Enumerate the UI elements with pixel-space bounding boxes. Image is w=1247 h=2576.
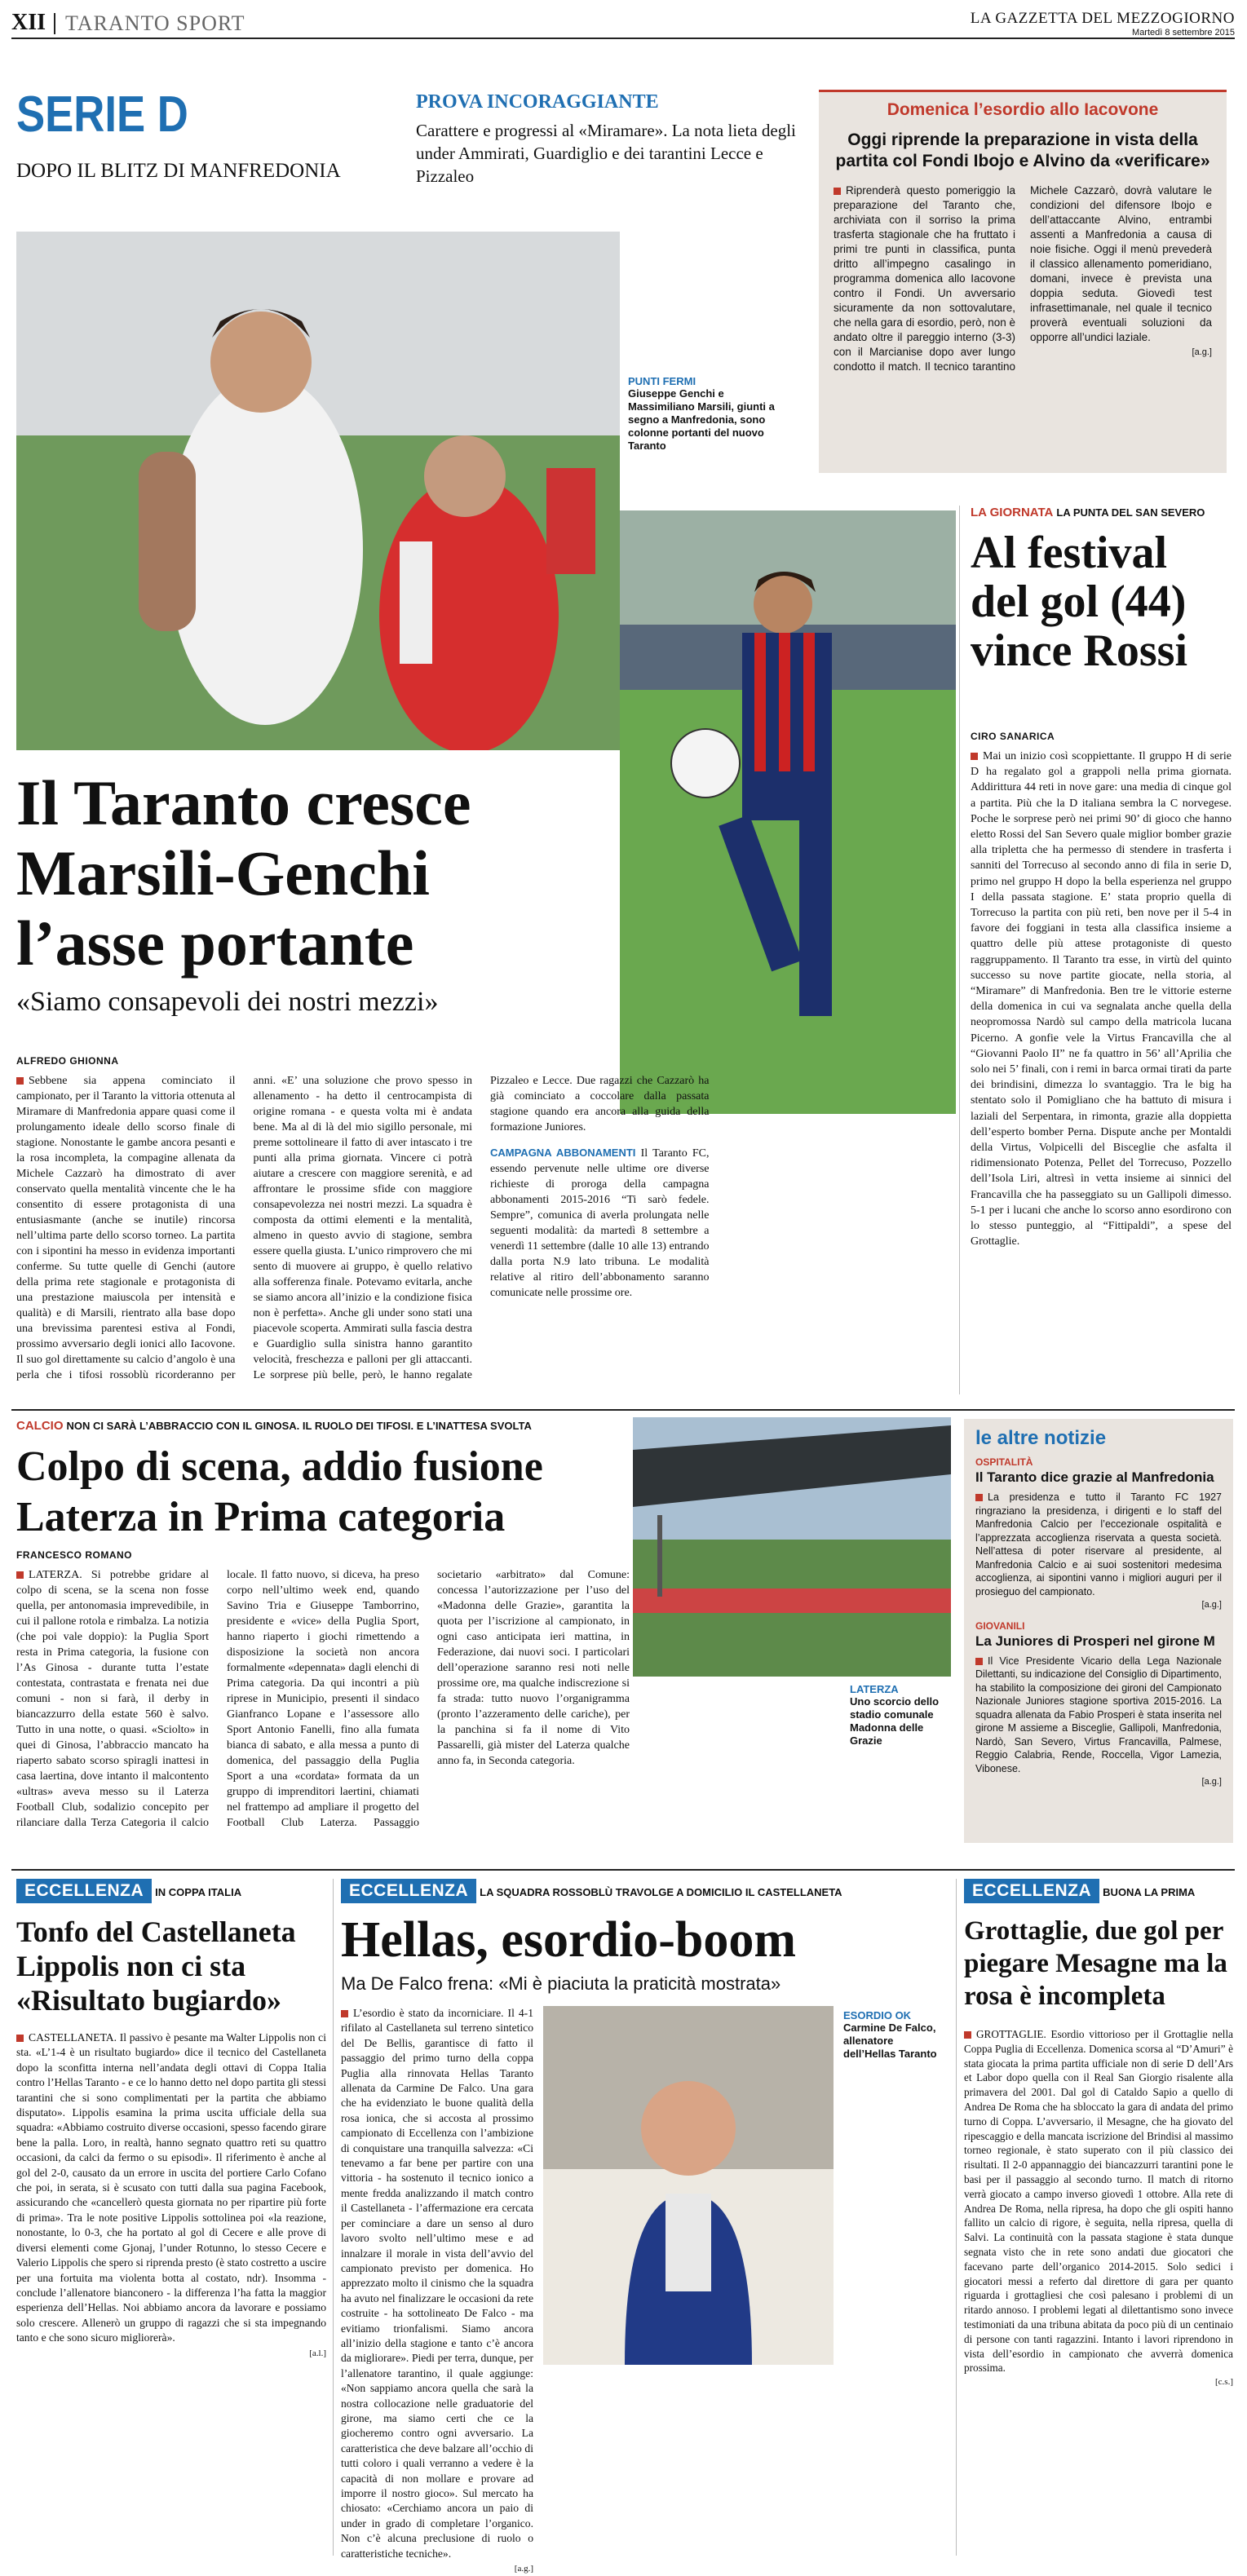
section-divider [54,13,55,34]
giornata-body: Mai un inizio così scoppiettante. Il gruppo H di serie D ha regalato gol a grappoli nella prima giornata. Addirittura 44 reti in nove gare: una media di cinque gol a partita. Più che la D italiana sembra la C norvegese. Poche le sorprese però nei primi 90’ di gioco che hanno eletto Rossi del San Severo quale miglior bomber grazie alla tripletta che ha permesso di stendere in trasferta i sanniti del Torrecuso al secondo anno di fila in serie D, primo nel gruppo H dopo la bella esperienza nel gruppo I della passata stagione. E’ stata proprio quella di Torrecuso la partita con più reti, ben nove per il 5-4 in favore dei foggiani in testa alla classifica insieme a quattro delle più attese protagoniste di questo raggruppamento. Il Taranto tra esse, in virtù del quinto successo su nove partite giocate, nella storia, al “Miramare” di Manfredonia. Ben tre le vittorie esterne della domenica in cui va segnalata anche quella della neopromossa Nardò sul campo della matricola lucana Picerno. A gonfie vele la Virtus Francavilla che al “Giovanni Paolo II” ne fa quattro in 56’ all’Aprilia che solo nei 5’ finali, con i remi in barca ormai tirati da parte dei brindisini, dimezza lo svantaggio. Tra le big ha stentato solo il Pomigliano che ha battuto di misura i laziali del Serpentara, in rimonta, grazie alla doppietta dell’esperto bomber Perna. Dispute anche per Montaldi della Virtus, Volpicelli del Bisceglie che asfalta il ridimensionato Potenza, Pellet del Torrecuso, Pozzello dell’Isola Liri, altresì in vetta insieme ai sinnici del Francavilla che ha passeggiato su un Gallipoli dimesso. 5-1 per i lucani che anche lo scorso anno esordirono con lo stesso punteggio, al “Fittipaldi”, a spese del Grottaglie. [971,750,1232,1248]
photo-de-falco [543,2006,834,2365]
main-article [16,1055,946,1398]
section-rule-2 [11,1869,1235,1871]
laterza-byline: FRANCESCO ROMANO [16,1549,132,1561]
campaign-title: CAMPAGNA ABBONAMENTI [490,1147,636,1159]
issue-date: Martedì 8 settembre 2015 [1132,28,1235,38]
altre-notizie: le altre notizie OSPITALITÀ Il Taranto dice grazie al Manfredonia La presidenza e tutto il Taranto FC 1927 ringraziano la presidenza, i dirigenti e lo staff del Manfredonia Calcio per l’eccezionale ospitalità e l’apprezzata accoglienza riservata a questa società. Nell’attesa di poter riservare al presidente, al Manfredonia Calcio e ai suoi sostenitori medesima accoglienza, ai sipontini vanno i migliori auguri per il prosieguo del campionato. [a.g.] GIOVANILI La Juniores di Prosperi nel girone M Il Vice Presidente Vicario della Lega Nazionale Dilettanti, su indicazione del Consiglio di Dipartimento, ha stabilito la composizione dei gironi del Campionato Nazionale Juniores stagione sportiva 2015-2016. La squadra allenata da Fabio Prosperi è stata inserita nel girone M assieme a Bisceglie, Gallipoli, Manfredonia, Nardò, San Severo, Virtus Francavilla, Palmese, Reggio Calabria, Rende, Roccella, Vigor Lamezia, Vibonese. [a.g.] [964,1419,1233,1843]
paper-name: LA GAZZETTA DEL MEZZOGIORNO [970,10,1235,27]
headline-line-2: Marsili-Genchi [16,837,430,908]
ecc-right: ECCELLENZA BUONA LA PRIMA Grottaglie, due gol per piegare Mesagne ma la rosa è incompleta GROTTAGLIE. Esordio vittorioso per il Grottaglie nella Coppa Puglia di Eccellenza. Domenica scorsa al “D’Amuri” è stata giocata la prima partita ufficiale non di serie D dell’Ars et Labor dopo quella con il Real San Giorgio risalente alla primavera del 2001. Dal gol di Cataldo Sapio a quello di Andrea De Roma che ha sbloccato la gara di andata del primo turno di Coppa. L’avversario, il Mesagne, che ha giovato del ripescaggio e della mancata iscrizione del Brindisi al massimo torneo regionale, è stato superato con il più classico dei risultati. Il 2-0 appannaggio dei biancazzurri tarantini pone le basi per il passaggio al secondo turno. Il match di ritorno verrà giocato a campo inverso giovedì 1 ottobre. Alla rete di Andrea De Roma, nella ripresa, ha dopo che gli ospiti hanno fallito un calcio di rigore, è seguita, nella ripresa, quella di Salvi. La continuità con la passata stagione è stata dunque segnata visto che in rete sono andati due giocatori che facevano parte dell’organico 2014-2015. Solo sedici i giocatori messi a referto dal direttore di gara per quanto riguarda i grottagliesi che così palesano i problemi di un ritardo annoso. I problemi legati al dilettantismo sono invece testimoniati da una tribuna abitata da poco più di un centinaio di persone con tanti ragazzini. Intanto i lavori riprendono in vista dell’esordio in campionato che avverrà domenica prossima. [c.s.] [964,1879,1233,2390]
main-body: Sebbene sia appena cominciato il campionato, per il Taranto la vittoria ottenuta al Miramare di Manfredonia appare quasi come il prolungamento ideale dello scorso finale di stagione. Nonostante le gambe ancora pesanti e la rosa incompleta, la compagine allenata da Michele Cazzarò ha dimostrato di aver conservato quella mentalità vincente che le ha consentito di essere protagonista di una entusiasmante (anche se inutile) rincorsa nell’ultima parte dello scorso torneo. La partita con i sipontini ha messo in evidenza importanti conferme. Su tutte quelle di Genchi (autore della prima rete stagionale e protagonista di una prestazione maiuscola per intensità e qualità) e di Marsili, rientrato alla base dopo una brevissima parentesi estiva al Fondi, prossimo avversario degli ionici allo Iacovone. Il suo gol direttamente su calcio d’angolo è una perla che i tifosi rossoblù ricorderanno per anni. «E’ una soluzione che provo spesso in allenamento - ha detto il centrocampista di origine romana - e questa volta mi è andata bene. Ma al di là del mio sigillo personale, mi preme sottolineare il fatto di aver intascato i tre punti alla prima giornata. Vincere ci potrà aiutare a crescere con maggiore serenità, e ad affrontare le prossime sfide con maggiore consapevolezza nei nostri mezzi. La squadra è composta da ottimi elementi e la mentalità, almeno in questo avvio di stagione, sembra essere quella giusta. L’unico rimprovero che mi sento di muovere ai gruppo, è quello relativo alla sofferenza finale. Potevamo evitarla, anche se siamo ancora all’inizio e la condizione fisica non è perfetta». Anche gli under sono stati una piacevole scoperta. Ammirati sulla fascia destra e Guardiglio sulla sinistra hanno garantito velocità, freschezza e palloni per gli attaccanti. Le sorprese più belle, però, le hanno regalate Pizzaleo e Lecce. Due ragazzi che Cazzarò ha già cominciato a coccolare dalla passata stagione quando era ancora alla guida della formazione Juniores. CAMPAGNA ABBONAMENTI Il Taranto FC, essendo pervenute nelle ultime ore diverse richieste di proroga della campagna abbonamenti 2015-2016 “Ti sarò fedele. Sempre”, comunica di averla prolungata nelle seguenti modalità: da martedì 8 settembre a venerdì 11 settembre (dalle 10 alle 13) entrando dalla porta N.9 lato tribuna. Le modalità relative al ritiro dell’abbonamento saranno comunicate nelle prossime ore. [16,1075,710,1381]
giornata-headline: Al festival del gol (44) vince Rossi [971,528,1187,676]
column-rule [959,506,960,1394]
iacovone-headline: Oggi riprende la preparazione in vista della partita col Fondi Ibojo e Alvino da «verificare» [835,130,1210,170]
laterza-body: LATERZA. Si potrebbe gridare al colpo di scena, se la scena non fosse quella, per antonomasia imprevedibile, in cui il pallone rotola e rimbalza. La notizia (che poi vale doppio): la Puglia Sport resta in Prima categoria, la fusione con l’As Ginosa - durante tutta l’estate contestata, contrastata e frenata nei due comuni - non si farà, il derby in biancazzurro della estate 560 è salvo. Tutto in una notte, o quasi. «Sciolto» in quei di Ginosa, l’abbraccio mancato ha riaperto sabato scorso spiragli inattesi in casa laertina, dove intanto il malcontento «ultras» aveva messo su il Laterza Football Club, sodalizio concepito per rilanciare dalla Terza Categoria il calcio locale. Il fatto nuovo, si diceva, ha preso corpo nell’ultimo week end, quando Savino Tria e Giuseppe Tamborrino, presidente e «vice» della Puglia Sport, hanno riaperto i giochi rimettendo a disposizione la società non ancora formalmente «depennata» dagli elenchi di Prima categoria. Da qui incontri a più riprese in Municipio, presenti il sindaco Gianfranco Lopane e l’assessore allo Sport Antonio Fanelli, fino alla fumata bianca di sabato, e alla messa a punto di domenica, del passaggio della Puglia Sport a una «cordata» formata da un gruppo di imprenditori laertini, chiamati nel frattempo ad ampliare il progetto del Football Club Laterza. Passaggio societario «arbitrato» dal Comune: concessa l’autorizzazione per l’uso del «Madonna delle Grazie», garantita la quota per l’iscrizione al campionato, in ogni caso anticipata ieri mattina, in Federazione, dai nuovi soci. I particolari dell’operazione saranno resi noti nelle prossime ore, ma qualche indiscrezione si fa strada: tutto nuovo l’organigramma (pronto l’azzeramento delle cariche), per la panchina si fa il nome di Vito Passarelli, già mister del Laterza qualche anno fa, in Seconda categoria. [16,1569,630,1829]
prova-text: Carattere e progressi al «Miramare». La nota lieta degli under Ammirati, Guardiglio e dei tarantini Lecce e Pizzaleo [416,121,796,186]
giornata-kicker: LA GIORNATA LA PUNTA DEL SAN SEVERO [971,506,1205,519]
altre-item1-title: Il Taranto dice grazie al Manfredonia [975,1469,1214,1485]
headline-line-1: Il Taranto cresce [16,767,471,838]
ecc-right-headline: Grottaglie, due gol per piegare Mesagne ma la rosa è incompleta [964,1916,1227,2011]
stadium-caption: LATERZA Uno scorcio dello stadio comunale Madonna delle Grazie [850,1683,940,1747]
photo-genchi-marsili [16,232,620,750]
main-byline: ALFREDO GHIONNA [16,1055,119,1067]
eccellenza-badge: ECCELLENZA [16,1879,152,1903]
altre-item2-title: La Juniores di Prosperi nel girone M [975,1633,1215,1649]
photo-illustration-2 [620,510,956,1114]
iacovone-body: Riprenderà questo pomeriggio la preparazione del Taranto che, archiviata con il sorriso la prima trasferta stagionale che ha fruttato i primi tre punti in classifica, punta dritto all’impegno casalingo in programma domenica allo Iacovone contro il Fondi. Un avversario sicuramente da non sottovalutare, che nella gara di esordio, però, non è andato oltre il pareggio interno (3-3) con il Marcianise dopo aver lungo condotto il match. Il tecnico tarantino Michele Cazzarò, dovrà valutare le condizioni del difensore Ibojo e dell’attaccante Alvino, entrambi assenti a Manfredonia a causa di noie fisiche. Oggi il menù prevederà il classico allenamento pomeridiano, domani, invece è prevista una doppia seduta. Giovedì test infrasettimanale, nel quale il tecnico proverà eventuali soluzioni da opporre all’undici laziale. [a.g.] [834,184,1212,373]
altre-title: le altre notizie [975,1427,1107,1449]
iacovone-kicker: Domenica l’esordio allo Iacovone [887,100,1159,119]
campaign-text: Il Taranto FC, essendo pervenute nelle ultime ore diverse richieste di proroga della campagna abbonamenti 2015-2016 “Ti sarò fedele. Sempre”, comunica di averla prolungata nelle seguenti modalità: da martedì 8 settembre a venerdì 11 settembre (dalle 10 alle 13) entrando dalla porta N.9 lato tribuna. Le modalità relative al ritiro dell’abbonamento saranno comunicate nelle prossime ore. [490,1147,710,1299]
headline-line-3: l’asse portante [16,908,414,979]
section-title: TARANTO SPORT [65,11,245,35]
page-number: XII [11,10,46,35]
ecc-center-headline: Hellas, esordio-boom [341,1912,796,1968]
ecc-left: ECCELLENZA IN COPPA ITALIA Tonfo del Castellaneta Lippolis non ci sta «Risultato bugiardo» CASTELLANETA. Il passivo è pesante ma Walter Lippolis non ci sta. «L’1-4 è un risultato bugiardo» dice il tecnico del Castellaneta dopo la sconfitta interna nell’andata degli ottavi di Coppa Italia contro l’Hellas Taranto - e ce lo hanno detto nel dopo partita gli stessi tarantini che si sono complimentati per la partita che abbiamo disputato». Lippolis esamina la prima uscita ufficiale della sua squadra: «Abbiamo costruito diverse occasioni, spesso facendo girare bene la palla. Loro, in realtà, hanno segnato quattro reti su quattro occasioni, da calci da fermo o su episodi». Il riferimento è anche al gol del 2-0, causato da un errore in uscita del portiere Carlo Cofano che poi, in serata, si è scusato con tutti dalla sua pagina Facebook, assicurando che «cancellerò questa giornata no per ripartire più forte di prima». Tra le note positive Lippolis sottolinea poi «la reazione, nonostante, lo 0-3, che ha portato al gol di Cecere e alle prove di diversi elementi come Gjonaj, l’under Rotunno, lo stesso Cecere e Valerio Lippolis che spero si riprenda presto (è stato costretto a uscire per una fortuita ma violenta botta al costato, ndr). Insomma - conclude l’allenatore bianconero - la differenza l’ha fatta la maggior esperienza dell’Hellas. Noi abbiamo ancora da lavorare e possiamo solo crescere. Allenerò un gruppo di ragazzi che si sta impegnando tanto e che sono sicuro migliorerà». [a.l.] [16,1879,326,2361]
laterza-article [16,1549,840,1876]
laterza-headline: Colpo di scena, addio fusione Laterza in Prima categoria [16,1443,543,1540]
ecc-center: ECCELLENZA LA SQUADRA ROSSOBLÙ TRAVOLGE A DOMICILIO IL CASTELLANETA Hellas, esordio-boom Ma De Falco frena: «Mi è piaciuta la praticità mostrata» [341,1879,948,2006]
caption-title: PUNTI FERMI [628,375,696,387]
main-subheadline: «Siamo consapevoli dei nostri mezzi» [16,987,439,1017]
prova-title: PROVA INCORAGGIANTE [416,91,659,113]
caption-text: Giuseppe Genchi e Massimiliano Marsili, giunti a segno a Manfredonia, sono colonne portanti del nuovo Taranto [628,387,775,452]
giornata-byline: CIRO SANARICA [971,731,1055,742]
ecc-center-sub: Ma De Falco frena: «Mi è piaciuta la praticità mostrata» [341,1973,781,1994]
de-falco-caption: ESORDIO OK Carmine De Falco, allenatore dell’Hellas Taranto [843,2009,937,2060]
lead-marker [834,188,841,195]
photo-illustration-4 [543,2006,834,2365]
photo-caption [628,375,783,453]
iacovone-box [819,90,1227,473]
main-headline [16,768,620,979]
serie-d-subtitle: DOPO IL BLITZ DI MANFREDONIA [16,160,341,182]
photo-rossi [620,510,956,1114]
giornata-article [971,731,1232,1250]
page-header [11,8,1235,39]
section-rule-1 [11,1409,1235,1411]
serie-d-label: SERIE D [16,86,188,143]
ecc-left-headline: Tonfo del Castellaneta Lippolis non ci sta «Risultato bugiardo» [16,1915,296,2017]
photo-illustration [16,232,620,750]
laterza-kicker: CALCIO NON CI SARÀ L’ABBRACCIO CON IL GINOSA. IL RUOLO DEI TIFOSI. E L’INATTESA SVOLTA [16,1419,532,1433]
